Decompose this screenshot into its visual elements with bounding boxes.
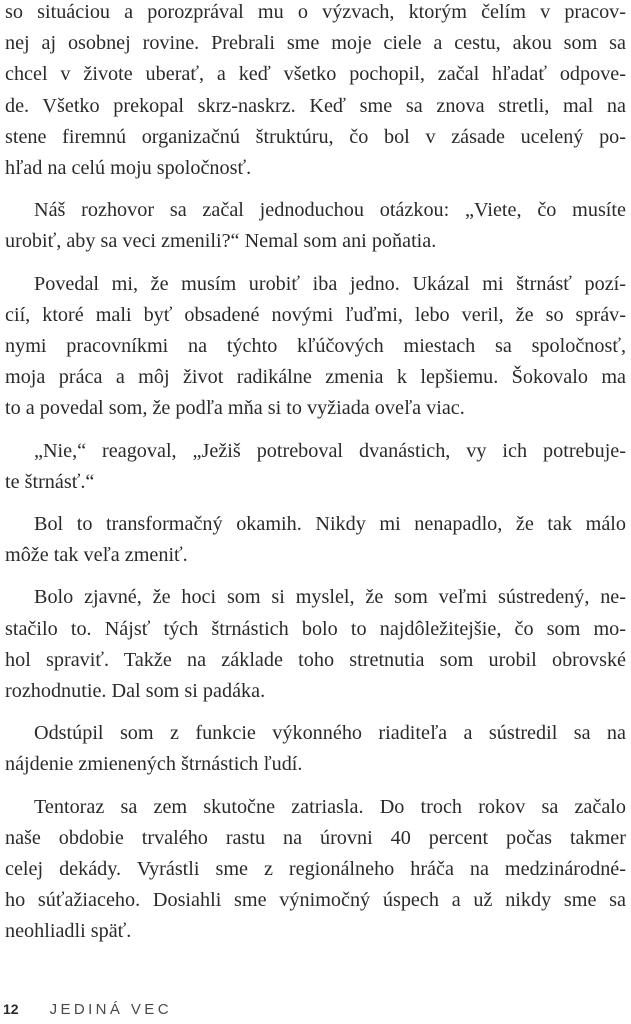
text-line: cií, ktoré mali byť obsadené novými ľuďmi, lebo veril, že so správ- bbox=[5, 303, 626, 326]
text-line: celej dekády. Vyrástli sme z regionálneho hráča na medzinárodné- bbox=[5, 858, 626, 881]
text-line: moja práca a môj život radikálne zmenia k lepšiemu. Šokovalo ma bbox=[5, 366, 626, 389]
page-number: 12 bbox=[3, 1001, 19, 1017]
paragraph-5 bbox=[5, 509, 626, 571]
paragraph-7 bbox=[5, 718, 626, 780]
paragraph-4 bbox=[5, 436, 626, 498]
text-line: Tentoraz sa zem skutočne zatriasla. Do troch rokov sa začalo bbox=[34, 795, 626, 818]
text-line: môže tak veľa zmeniť. bbox=[5, 544, 188, 567]
text-line: Bol to transformačný okamih. Nikdy mi nenapadlo, že tak málo bbox=[34, 513, 626, 536]
text-line: de. Všetko prekopal skrz-naskrz. Keď sme sa znova stretli, mal na bbox=[5, 94, 626, 117]
paragraph-8 bbox=[5, 792, 626, 948]
text-line: so situáciou a porozprával mu o výzvach, ktorým čelím v pracov- bbox=[5, 1, 626, 23]
text-line: to a povedal som, že podľa mňa si to vyžiada oveľa viac. bbox=[5, 397, 465, 420]
text-line: Náš rozhovor sa začal jednoduchou otázkou: „Viete, čo musíte bbox=[34, 199, 626, 222]
text-line: nej aj osobnej rovine. Prebrali sme moje ciele a cestu, akou som sa bbox=[5, 32, 626, 55]
text-line: ho súťažiaceho. Dosiahli sme výnimočný úspech a už nikdy sme sa bbox=[5, 889, 626, 912]
text-line: stačilo to. Nájsť tých štrnástich bolo to najdôležitejšie, čo som mo- bbox=[5, 617, 626, 640]
paragraph-6 bbox=[5, 582, 626, 707]
paragraph-3 bbox=[5, 269, 626, 425]
text-line: hol spraviť. Takže na základe toho stretnutia som urobil obrovské bbox=[5, 648, 626, 671]
page-body bbox=[5, 0, 626, 959]
text-line: Bolo zjavné, že hoci som si myslel, že som veľmi sústredený, ne- bbox=[34, 586, 626, 609]
paragraph-2 bbox=[5, 195, 626, 257]
text-line: Odstúpil som z funkcie výkonného riaditeľa a sústredil sa na bbox=[34, 722, 626, 745]
text-line: neohliadli späť. bbox=[5, 920, 132, 943]
text-line: nájdenie zmienených štrnástich ľudí. bbox=[5, 753, 303, 776]
text-line: Povedal mi, že musím urobiť iba jedno. Ukázal mi štrnásť pozí- bbox=[34, 272, 626, 295]
text-line: nymi pracovníkmi na týchto kľúčových miestach sa spoločnosť, bbox=[5, 335, 626, 358]
text-line: rozhodnutie. Dal som si padáka. bbox=[5, 680, 266, 703]
text-line: naše obdobie trvalého rastu na úrovni 40 percent počas takmer bbox=[5, 826, 626, 849]
text-line: chcel v živote uberať, a keď všetko pochopil, začal hľadať odpove- bbox=[5, 63, 626, 86]
paragraph-1 bbox=[5, 0, 626, 184]
text-line: „Nie,“ reagoval, „Ježiš potreboval dvanástich, vy ich potrebuje- bbox=[34, 439, 626, 462]
text-line: stene firemnú organizačnú štruktúru, čo bol v zásade ucelený po- bbox=[5, 125, 626, 148]
text-line: te štrnásť.“ bbox=[5, 470, 95, 493]
page-footer bbox=[3, 1001, 172, 1018]
text-line: urobiť, aby sa veci zmenili?“ Nemal som ani poňatia. bbox=[5, 230, 437, 253]
running-title: JEDINÁ VEC bbox=[49, 1001, 172, 1018]
text-line: hľad na celú moju spoločnosť. bbox=[5, 157, 252, 180]
